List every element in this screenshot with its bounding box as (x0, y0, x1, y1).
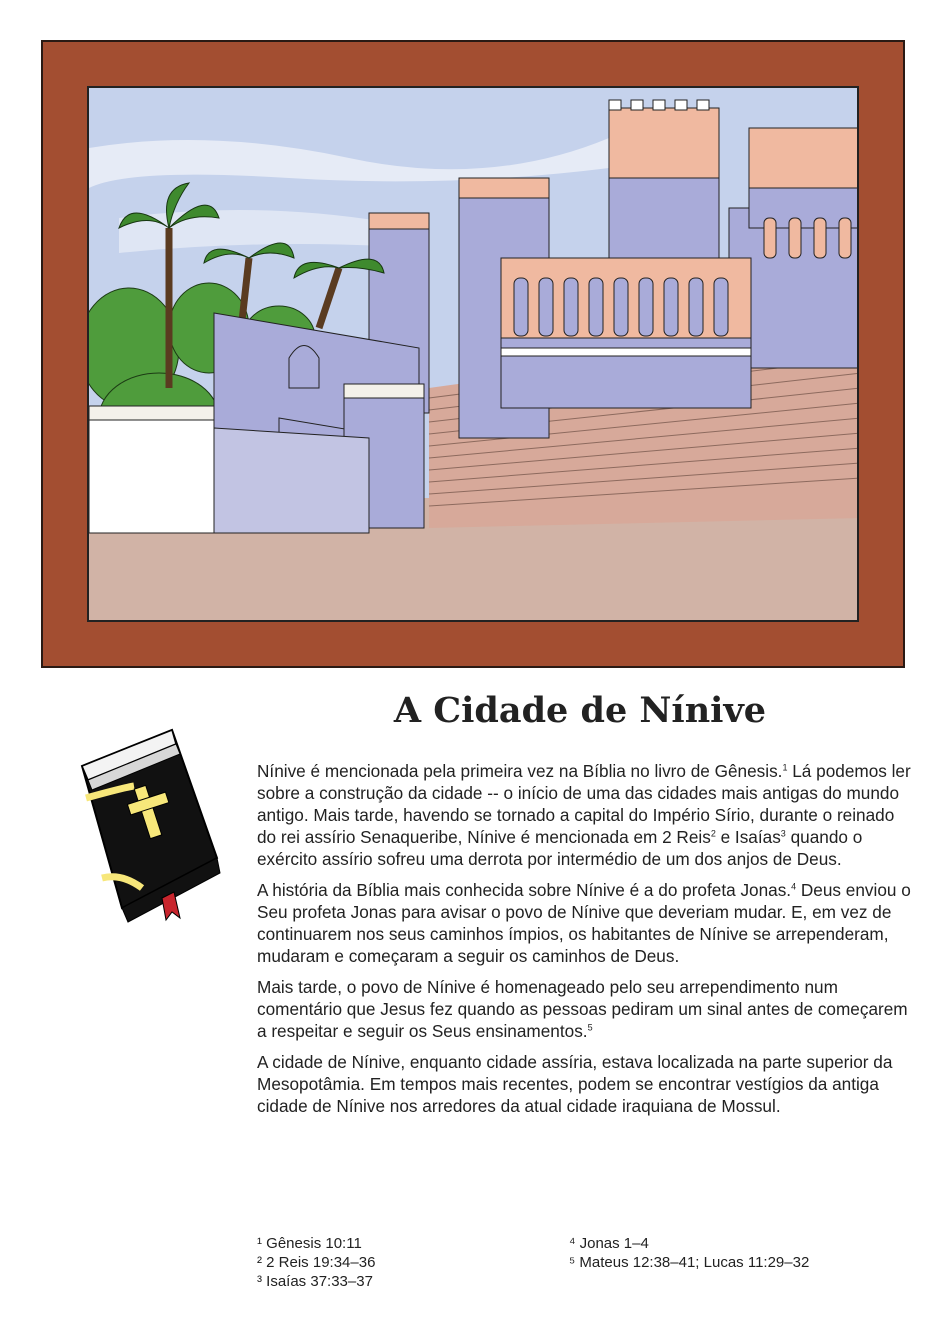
footnote-2: ² 2 Reis 19:34–36 (257, 1254, 376, 1271)
paragraph-text: A cidade de Nínive, enquanto cidade assíria, estava localizada na parte superior da Mesopotâmia. Em tempos mais recentes, podem se encontrar vestígios da antiga cidade de Nínive nos arredores da atual cidade iraquiana de Mossul. (257, 1052, 893, 1116)
illustration-frame (41, 40, 905, 668)
paragraph-2 (257, 879, 917, 967)
page-title: A Cidade de Nínive (393, 690, 767, 731)
footnote-4: ⁴ Jonas 1–4 (569, 1235, 649, 1252)
nineveh-city-illustration (87, 86, 859, 622)
paragraph-text: A história da Bíblia mais conhecida sobre Nínive é a do profeta Jonas. (257, 880, 792, 900)
footnote-reference: 2 (710, 828, 716, 839)
paragraph-text: quando o exército assírio sofreu uma derrota por intermédio de um dos anjos de Deus. (257, 827, 863, 869)
article-body (257, 760, 917, 1126)
paragraph-3 (257, 976, 917, 1042)
bible-book-icon (62, 728, 232, 928)
footnotes-right-column (569, 1234, 809, 1272)
city-illustration-svg (89, 88, 859, 622)
paragraph-text: Mais tarde, o povo de Nínive é homenageado pelo seu arrependimento num comentário que Jesus fez quando as pessoas pediram um sinal antes de começarem a respeitar e seguir os Seus ensinamentos. (257, 977, 908, 1041)
footnote-5: ⁵ Mateus 12:38–41; Lucas 11:29–32 (569, 1254, 810, 1271)
footnote-reference: 1 (782, 762, 788, 773)
footnote-1: ¹ Gênesis 10:11 (257, 1235, 362, 1252)
footnote-3: ³ Isaías 37:33–37 (257, 1273, 373, 1290)
paragraph-1 (257, 760, 917, 870)
paragraph-text: e Isaías (715, 827, 781, 847)
footnote-reference: 5 (587, 1022, 593, 1033)
paragraph-text: Nínive é mencionada pela primeira vez na Bíblia no livro de Gênesis. (257, 761, 783, 781)
paragraph-text: Lá podemos ler sobre a construção da cidade -- o início de uma das cidades mais antigas do mundo antigo. Mais tarde, havendo se tornado a capital do Império Sírio, durante o reinado do rei assírio Senaqueribe, Nínive é mencionada em 2 Reis (257, 761, 911, 847)
footnote-reference: 4 (791, 881, 797, 892)
paragraph-text: Deus enviou o Seu profeta Jonas para avisar o povo de Nínive que deveriam mudar. E, em vez de continuarem nos seus caminhos ímpios, os habitantes de Nínive se arrependeram, mudaram e começaram a seguir os caminhos de Deus. (257, 880, 911, 966)
footnotes-left-column (257, 1234, 375, 1291)
footnote-reference: 3 (780, 828, 786, 839)
paragraph-4 (257, 1051, 917, 1117)
